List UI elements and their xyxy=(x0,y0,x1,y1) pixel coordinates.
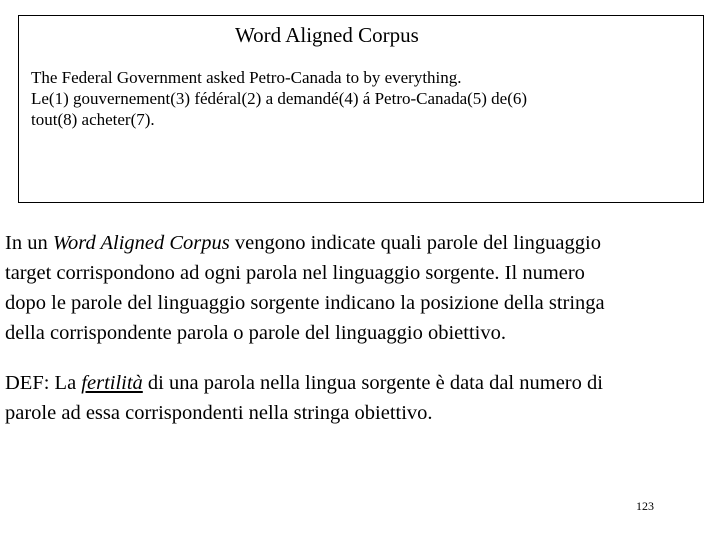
box-title: Word Aligned Corpus xyxy=(235,23,419,47)
definition-line-1 xyxy=(5,368,717,398)
french-sentence-line-1: Le(1) gouvernement(3) fédéral(2) a demandé(4) á Petro-Canada(5) de(6) xyxy=(31,89,528,108)
term-word-aligned-corpus: Word Aligned Corpus xyxy=(52,232,230,254)
description-line-4: della corrispondente parola o parole del linguaggio obiettivo. xyxy=(5,322,506,344)
english-sentence: The Federal Government asked Petro-Canada to by everything. xyxy=(31,68,462,87)
description-line-1 xyxy=(5,228,717,258)
description-line-1-end: vengono indicate quali parole del linguaggio xyxy=(229,232,601,254)
definition-line-1-end: di una parola nella lingua sorgente è data dal numero di xyxy=(142,372,603,394)
page-number: 123 xyxy=(636,499,654,513)
definition-line-1-start: DEF: La xyxy=(5,372,82,394)
description-line-2: target corrispondono ad ogni parola nel linguaggio sorgente. Il numero xyxy=(5,262,585,284)
description-line-3: dopo le parole del linguaggio sorgente indicano la posizione della stringa xyxy=(5,292,605,314)
word-aligned-corpus-box xyxy=(18,15,704,203)
term-fertilita: fertilità xyxy=(81,372,143,394)
definition-paragraph xyxy=(5,368,717,428)
description-paragraph xyxy=(5,228,717,348)
description-line-1-start: In un xyxy=(5,232,53,254)
box-text xyxy=(31,67,691,130)
definition-line-2: parole ad essa corrispondenti nella stringa obiettivo. xyxy=(5,402,433,424)
french-sentence-line-2: tout(8) acheter(7). xyxy=(31,110,155,129)
